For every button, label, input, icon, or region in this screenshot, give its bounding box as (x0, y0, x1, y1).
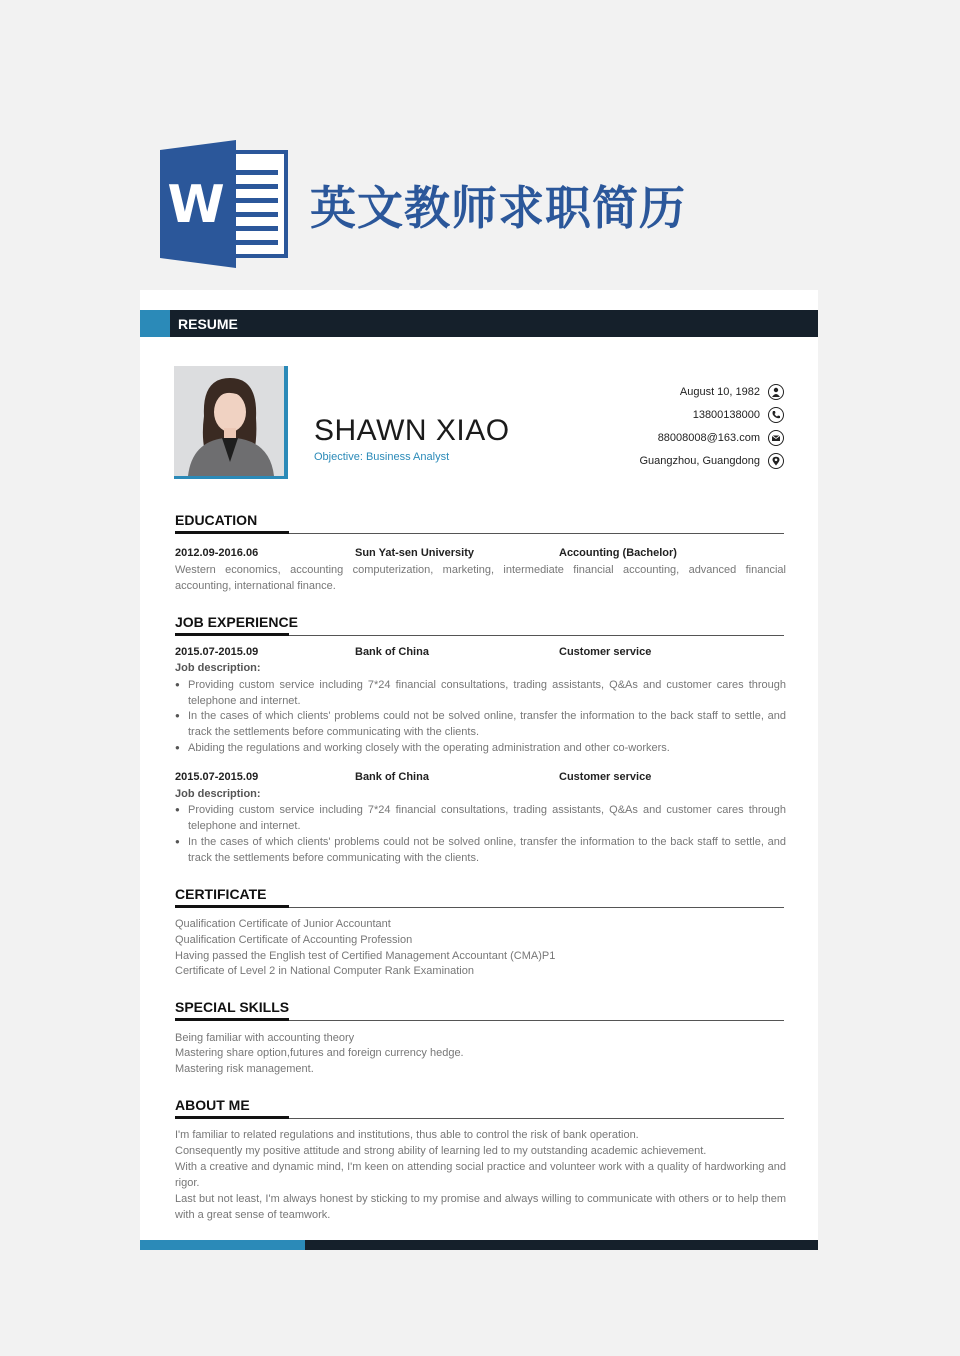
about-line: With a creative and dynamic mind, I'm keen on attending social practice and volunteer work with a quality of hardworking and rigor. (175, 1161, 786, 1189)
job-description-label: Job description: (175, 662, 261, 674)
job-date: 2015.07-2015.09 (175, 646, 259, 658)
about-paragraph (175, 1127, 786, 1223)
job-role: Customer service (559, 771, 652, 783)
experience-rule (175, 635, 784, 636)
certificate-item: Qualification Certificate of Accounting Profession (175, 934, 413, 946)
mail-icon (768, 430, 784, 446)
education-row (175, 547, 785, 561)
word-logo-letter: W (167, 175, 225, 235)
certificate-item: Certificate of Level 2 in National Computer Rank Examination (175, 965, 474, 977)
job-description-label: Job description: (175, 788, 261, 800)
job-row (175, 646, 785, 660)
candidate-name: SHAWN XIAO (314, 414, 510, 447)
objective-text: Objective: Business Analyst (314, 451, 450, 463)
education-rule (175, 533, 784, 534)
education-title: EDUCATION (175, 512, 258, 528)
about-line: I'm familiar to related regulations and institutions, thus able to control the risk of bank operation. (175, 1129, 639, 1141)
certificate-item: Having passed the English test of Certified Management Accountant (CMA)P1 (175, 950, 556, 962)
certificate-item: Qualification Certificate of Junior Accountant (175, 918, 391, 930)
education-date: 2012.09-2016.06 (175, 547, 259, 559)
education-description: Western economics, accounting computerization, marketing, intermediate financial accounting, advanced financial accounting, international finance. (175, 564, 786, 592)
about-line: Consequently my positive attitude and strong ability of learning led to my outstanding academic achievement. (175, 1145, 707, 1157)
job-company: Bank of China (355, 771, 429, 783)
resume-bar-accent (140, 310, 170, 337)
person-icon (768, 384, 784, 400)
contact-birthday (524, 382, 784, 402)
certificate-title: CERTIFICATE (175, 886, 267, 902)
resume-bar-label: RESUME (178, 316, 238, 332)
experience-title: JOB EXPERIENCE (175, 614, 298, 630)
word-logo-icon (158, 140, 290, 268)
phone-icon (768, 407, 784, 423)
about-line: Last but not least, I'm always honest by sticking to my promise and always willing to communicate with others or to help them with a great sense of teamwork. (175, 1193, 786, 1221)
job-bullet: ● Providing custom service including 7*24 financial consultations, trading assistants, Q&As and customer cares through telephone and internet. (175, 802, 786, 834)
location-icon (768, 453, 784, 469)
education-major: Accounting (Bachelor) (559, 547, 677, 559)
education-school: Sun Yat-sen University (355, 547, 475, 559)
skill-item: Mastering risk management. (175, 1063, 314, 1075)
about-title: ABOUT ME (175, 1097, 250, 1113)
footer-bar-accent (140, 1240, 305, 1250)
job-bullet: ● In the cases of which clients' problems could not be solved online, transfer the information to the back staff to settle, and track the settlements before communicating with the clients. (175, 834, 786, 866)
job-row (175, 771, 785, 785)
contact-location-text: Guangzhou, Guangdong (639, 455, 760, 467)
skill-item: Mastering share option,futures and foreign currency hedge. (175, 1047, 464, 1059)
contact-email (524, 428, 784, 448)
certificate-rule (175, 907, 784, 908)
resume-footer-bar (140, 1240, 818, 1250)
avatar-icon (174, 366, 284, 476)
contact-email-text: 88008008@163.com (657, 432, 760, 444)
contact-phone (524, 405, 784, 425)
resume-header-bar (140, 310, 818, 337)
about-rule (175, 1118, 784, 1119)
contact-birthday-text: August 10, 1982 (679, 386, 760, 398)
job-date: 2015.07-2015.09 (175, 771, 259, 783)
job-bullet: ● Abiding the regulations and working closely with the operating administration and other co-workers. (175, 740, 786, 756)
skills-title: SPECIAL SKILLS (175, 999, 290, 1015)
job-bullet: ● Providing custom service including 7*24 financial consultations, trading assistants, Q&As and customer cares through telephone and internet. (175, 677, 786, 709)
page-title: 英文教师求职简历 (310, 181, 686, 235)
contact-location (524, 451, 784, 471)
resume-sheet (140, 290, 818, 1250)
job-role: Customer service (559, 646, 652, 658)
job-company: Bank of China (355, 646, 429, 658)
contact-phone-text: 13800138000 (692, 409, 760, 421)
job-bullet: ● In the cases of which clients' problems could not be solved online, transfer the information to the back staff to settle, and track the settlements before communicating with the clients. (175, 708, 786, 740)
skills-rule (175, 1020, 784, 1021)
skill-item: Being familiar with accounting theory (175, 1032, 355, 1044)
profile-photo (174, 366, 288, 479)
